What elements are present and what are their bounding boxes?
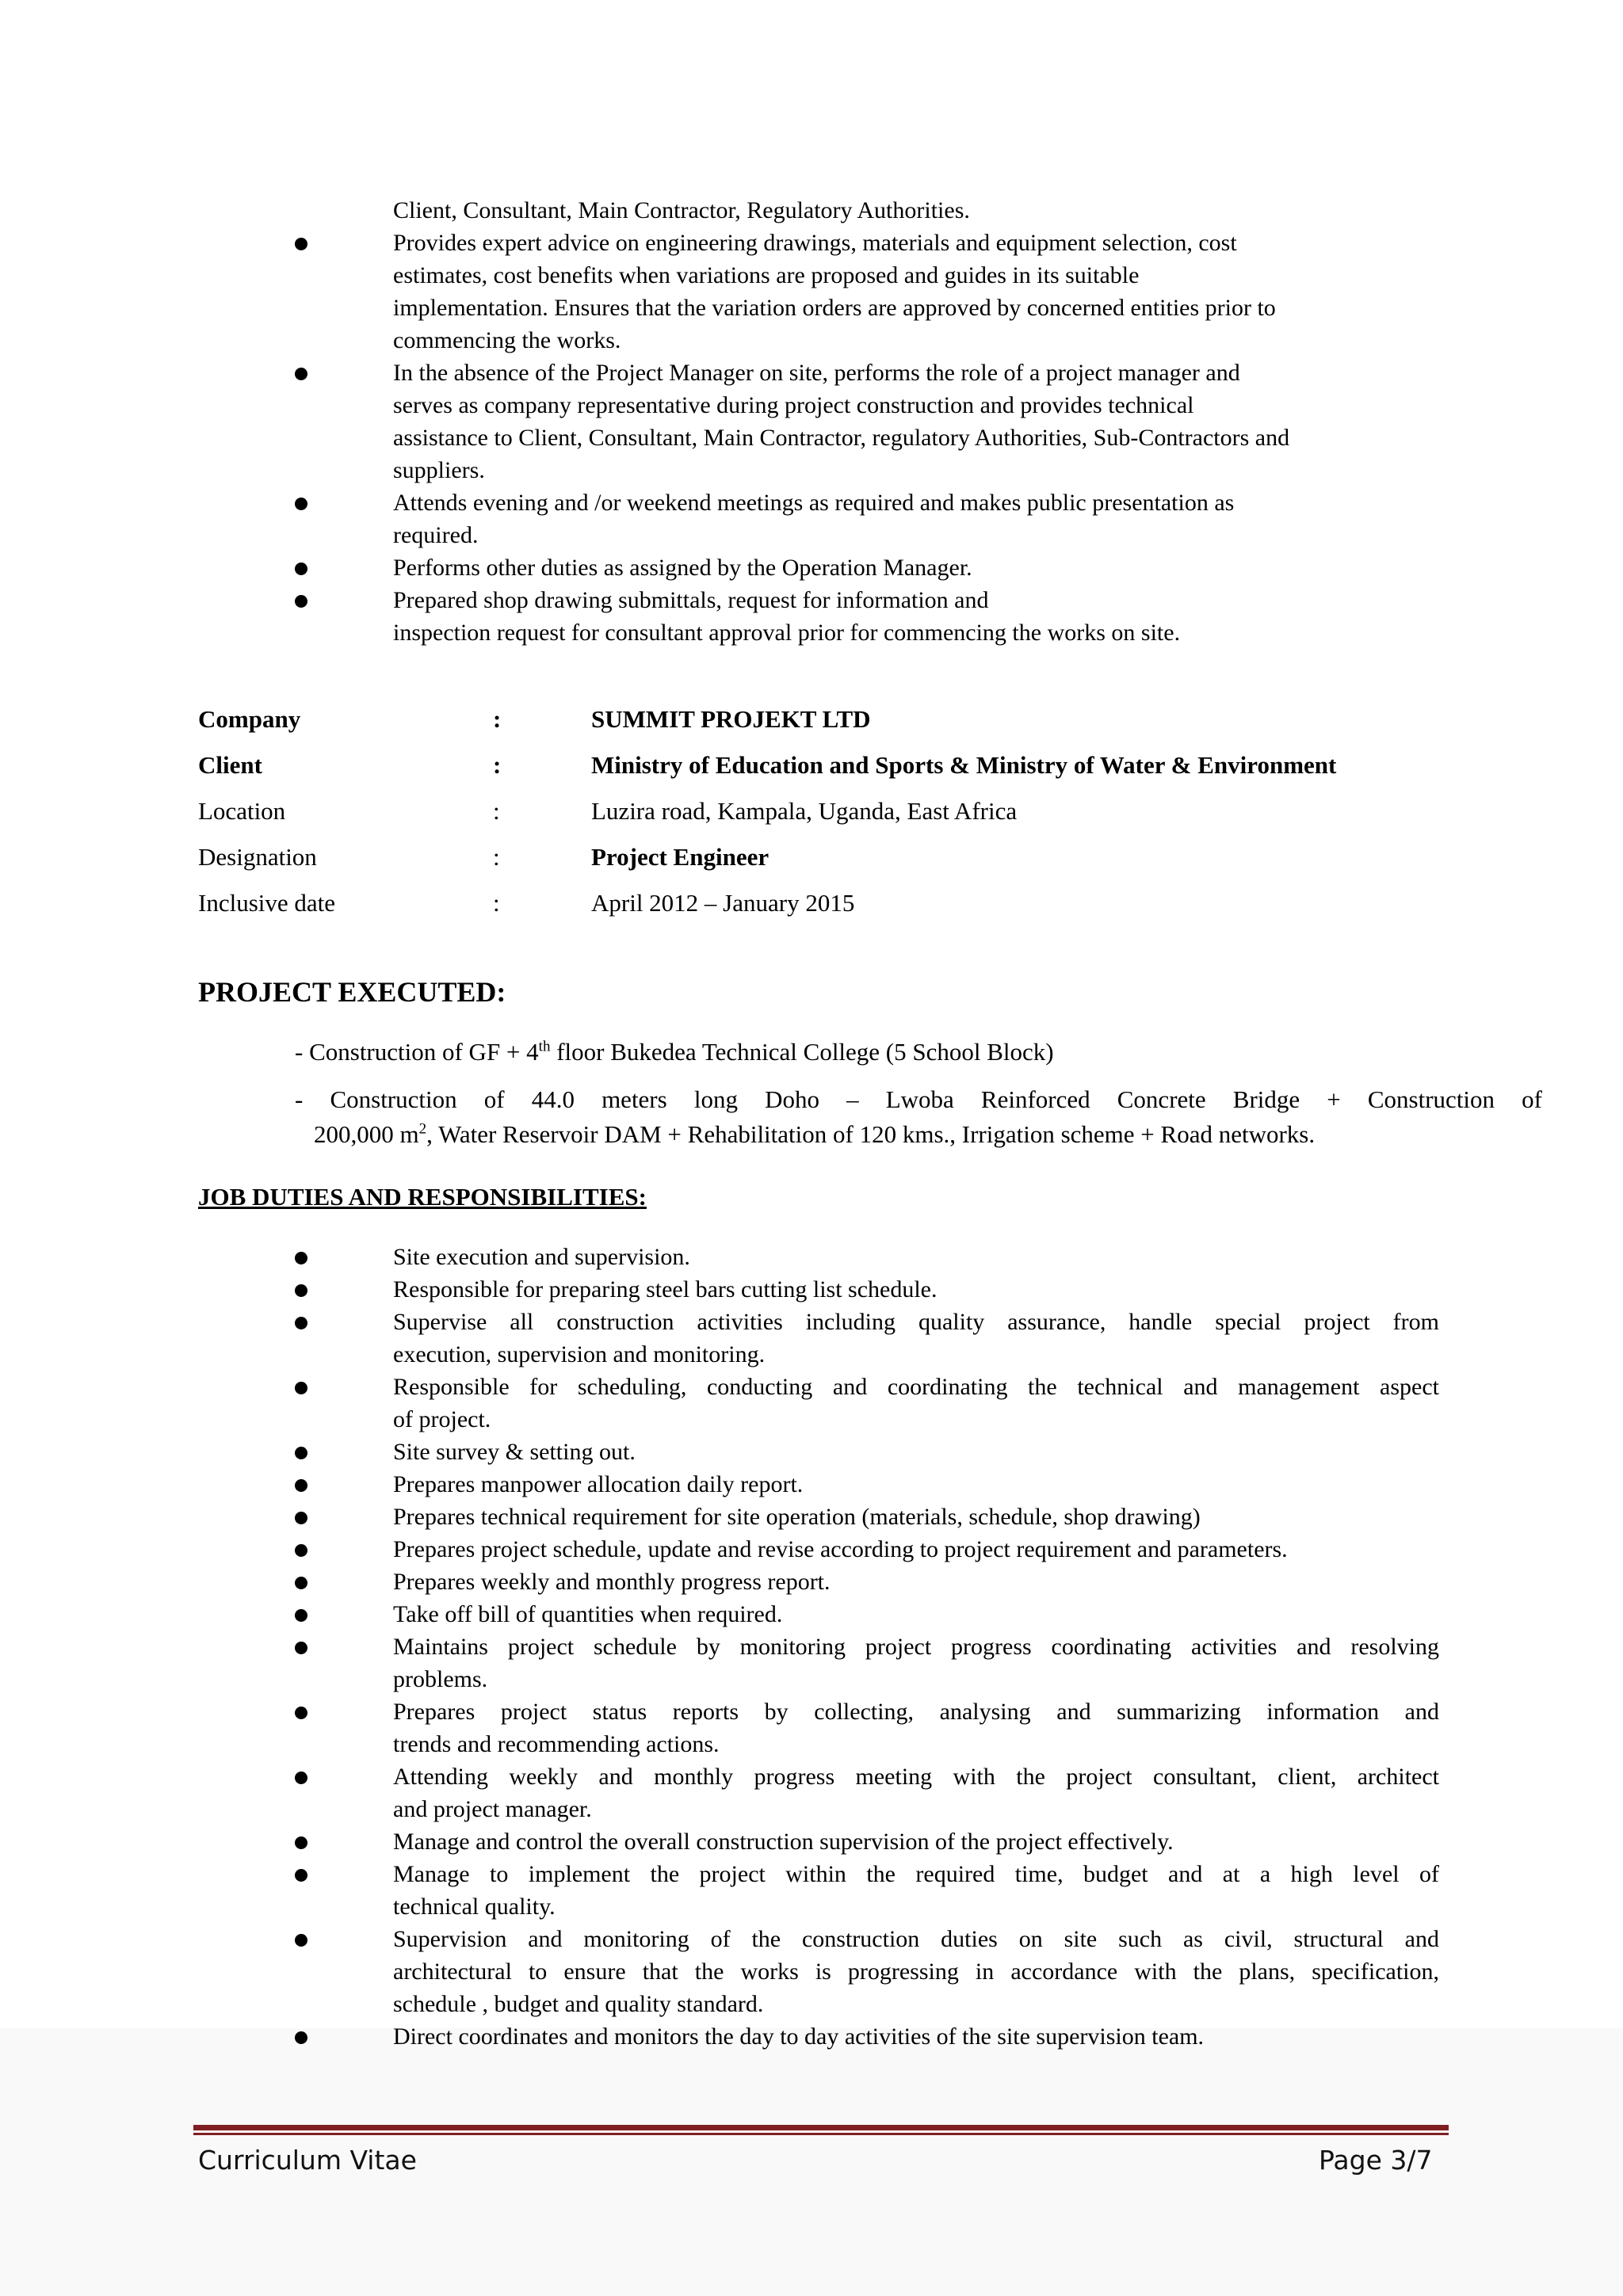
footer-rule-thin xyxy=(193,2133,1449,2135)
bullet-icon xyxy=(295,1252,307,1264)
bullet-icon xyxy=(295,1869,307,1882)
list-item-line: problems. xyxy=(393,1666,488,1692)
company-label: Company xyxy=(198,705,301,733)
list-item-line: Take off bill of quantities when required. xyxy=(393,1601,783,1627)
designation-label: Designation xyxy=(198,843,317,871)
list-item-line: and project manager. xyxy=(393,1796,592,1822)
list-item-line: serves as company representative during project construction and provides technical xyxy=(393,392,1194,418)
job-duties-heading: JOB DUTIES AND RESPONSIBILITIES: xyxy=(198,1183,647,1211)
bullet-icon xyxy=(295,2031,307,2044)
project-2-suffix: , Water Reservoir DAM + Rehabilitation of 120 kms., Irrigation scheme + Road networks. xyxy=(426,1120,1316,1148)
bullet-icon xyxy=(295,1609,307,1622)
bullet-icon xyxy=(295,595,307,608)
list-item-line: Attends evening and /or weekend meetings as required and makes public presentation as xyxy=(393,490,1235,516)
list-item-line: Responsible for preparing steel bars cutting list schedule. xyxy=(393,1276,938,1302)
client-row xyxy=(198,749,1466,781)
company-colon: : xyxy=(493,705,502,733)
list-item-line: required. xyxy=(393,522,479,548)
list-item-line: assistance to Client, Consultant, Main Contractor, regulatory Authorities, Sub-Contractors and xyxy=(393,425,1290,451)
footer-title: Curriculum Vitae xyxy=(198,2145,417,2176)
list-item-line: Prepares technical requirement for site operation (materials, schedule, shop drawing) xyxy=(393,1504,1201,1530)
project-1-suffix: floor Bukedea Technical College (5 School Block) xyxy=(550,1038,1054,1066)
bullet-icon xyxy=(295,368,307,380)
location-label: Location xyxy=(198,797,286,825)
list-item-line: Manage and control the overall construction supervision of the project effectively. xyxy=(393,1829,1174,1855)
bullet-icon xyxy=(295,1772,307,1784)
client-label: Client xyxy=(198,751,262,779)
footer-rule-thick xyxy=(193,2125,1449,2130)
list-item-line: Direct coordinates and monitors the day to day activities of the site supervision team. xyxy=(393,2023,1205,2050)
bullet-icon xyxy=(295,1479,307,1492)
bullet-icon xyxy=(295,1577,307,1589)
list-item-line: commencing the works. xyxy=(393,327,621,353)
footer-page-number: Page 3/7 xyxy=(1319,2145,1433,2176)
list-item-line: of project. xyxy=(393,1406,491,1432)
list-item-line: technical quality. xyxy=(393,1894,556,1920)
date-row xyxy=(198,887,1466,919)
bullet-icon xyxy=(295,238,307,250)
bullet-icon xyxy=(295,1512,307,1524)
bullet-icon xyxy=(295,1317,307,1329)
list-item-line: In the absence of the Project Manager on site, performs the role of a project manager and xyxy=(393,360,1240,386)
project-item-2-line-1: - Construction of 44.0 meters long Doho – Lwoba Reinforced Concrete Bridge + Construction of xyxy=(295,1085,1542,1113)
bullet-icon xyxy=(295,1447,307,1459)
client-colon: : xyxy=(493,751,502,779)
list-item-line: Provides expert advice on engineering drawings, materials and equipment selection, cost xyxy=(393,230,1237,256)
list-item-line: Client, Consultant, Main Contractor, Regulatory Authorities. xyxy=(393,197,970,223)
bullet-icon xyxy=(295,498,307,510)
list-item-line: Prepares manpower allocation daily report. xyxy=(393,1471,804,1497)
list-item-line: inspection request for consultant approval prior for commencing the works on site. xyxy=(393,620,1181,646)
list-item-line: trends and recommending actions. xyxy=(393,1731,720,1757)
list-item-line: Prepares weekly and monthly progress report. xyxy=(393,1569,831,1595)
project-2-prefix: 200,000 m xyxy=(314,1120,419,1148)
location-row xyxy=(198,795,1466,827)
list-item-line: Maintains project schedule by monitoring project progress coordinating activities and resolving xyxy=(393,1634,1439,1660)
bullet-icon xyxy=(295,1382,307,1394)
list-item-line: implementation. Ensures that the variation orders are approved by concerned entities prior to xyxy=(393,295,1276,321)
list-item-line: Site execution and supervision. xyxy=(393,1244,690,1270)
bullet-icon xyxy=(295,563,307,575)
project-item-2-line-2 xyxy=(314,1117,1315,1152)
list-item-line: suppliers. xyxy=(393,457,485,483)
list-item-line: schedule , budget and quality standard. xyxy=(393,1991,764,2017)
bullet-icon xyxy=(295,1934,307,1947)
bullet-icon xyxy=(295,1707,307,1719)
company-row xyxy=(198,704,1466,735)
list-item-line: Prepares project status reports by collecting, analysing and summarizing information and xyxy=(393,1699,1439,1725)
date-label: Inclusive date xyxy=(198,889,336,917)
list-item-line: Site survey & setting out. xyxy=(393,1439,636,1465)
project-1-sup: th xyxy=(538,1038,551,1055)
list-item-line: Attending weekly and monthly progress meeting with the project consultant, client, architect xyxy=(393,1764,1439,1790)
list-item-line: Prepared shop drawing submittals, request for information and xyxy=(393,587,989,613)
date-value: April 2012 – January 2015 xyxy=(591,889,855,917)
list-item-line: Supervise all construction activities including quality assurance, handle special project from xyxy=(393,1309,1439,1335)
list-item-line: Responsible for scheduling, conducting and coordinating the technical and management aspect xyxy=(393,1374,1439,1400)
bullet-icon xyxy=(295,1284,307,1297)
list-item-line: execution, supervision and monitoring. xyxy=(393,1341,766,1367)
project-1-prefix: - Construction of GF + 4 xyxy=(295,1038,539,1066)
list-item-line: Prepares project schedule, update and revise according to project requirement and parameters. xyxy=(393,1536,1288,1562)
designation-row xyxy=(198,841,1466,873)
list-item-line: Performs other duties as assigned by the Operation Manager. xyxy=(393,555,972,581)
bullet-icon xyxy=(295,1836,307,1849)
bullet-icon xyxy=(295,1642,307,1654)
list-item-line: estimates, cost benefits when variations are proposed and guides in its suitable xyxy=(393,262,1140,288)
bullet-icon xyxy=(295,1544,307,1557)
list-item-line: architectural to ensure that the works is progressing in accordance with the plans, specification, xyxy=(393,1958,1439,1985)
location-value: Luzira road, Kampala, Uganda, East Africa xyxy=(591,797,1018,825)
date-colon: : xyxy=(493,889,500,917)
designation-value: Project Engineer xyxy=(591,843,769,871)
company-value: SUMMIT PROJEKT LTD xyxy=(591,705,871,733)
designation-colon: : xyxy=(493,843,500,871)
list-item-line: Supervision and monitoring of the construction duties on site such as civil, structural and xyxy=(393,1926,1439,1952)
project-item-1 xyxy=(295,1035,1054,1070)
client-value: Ministry of Education and Sports & Ministry of Water & Environment xyxy=(591,751,1337,779)
location-colon: : xyxy=(493,797,500,825)
project-2-sup: 2 xyxy=(418,1120,427,1138)
projects-executed-heading: PROJECT EXECUTED: xyxy=(198,976,506,1008)
list-item-line: Manage to implement the project within the required time, budget and at a high level of xyxy=(393,1861,1439,1887)
